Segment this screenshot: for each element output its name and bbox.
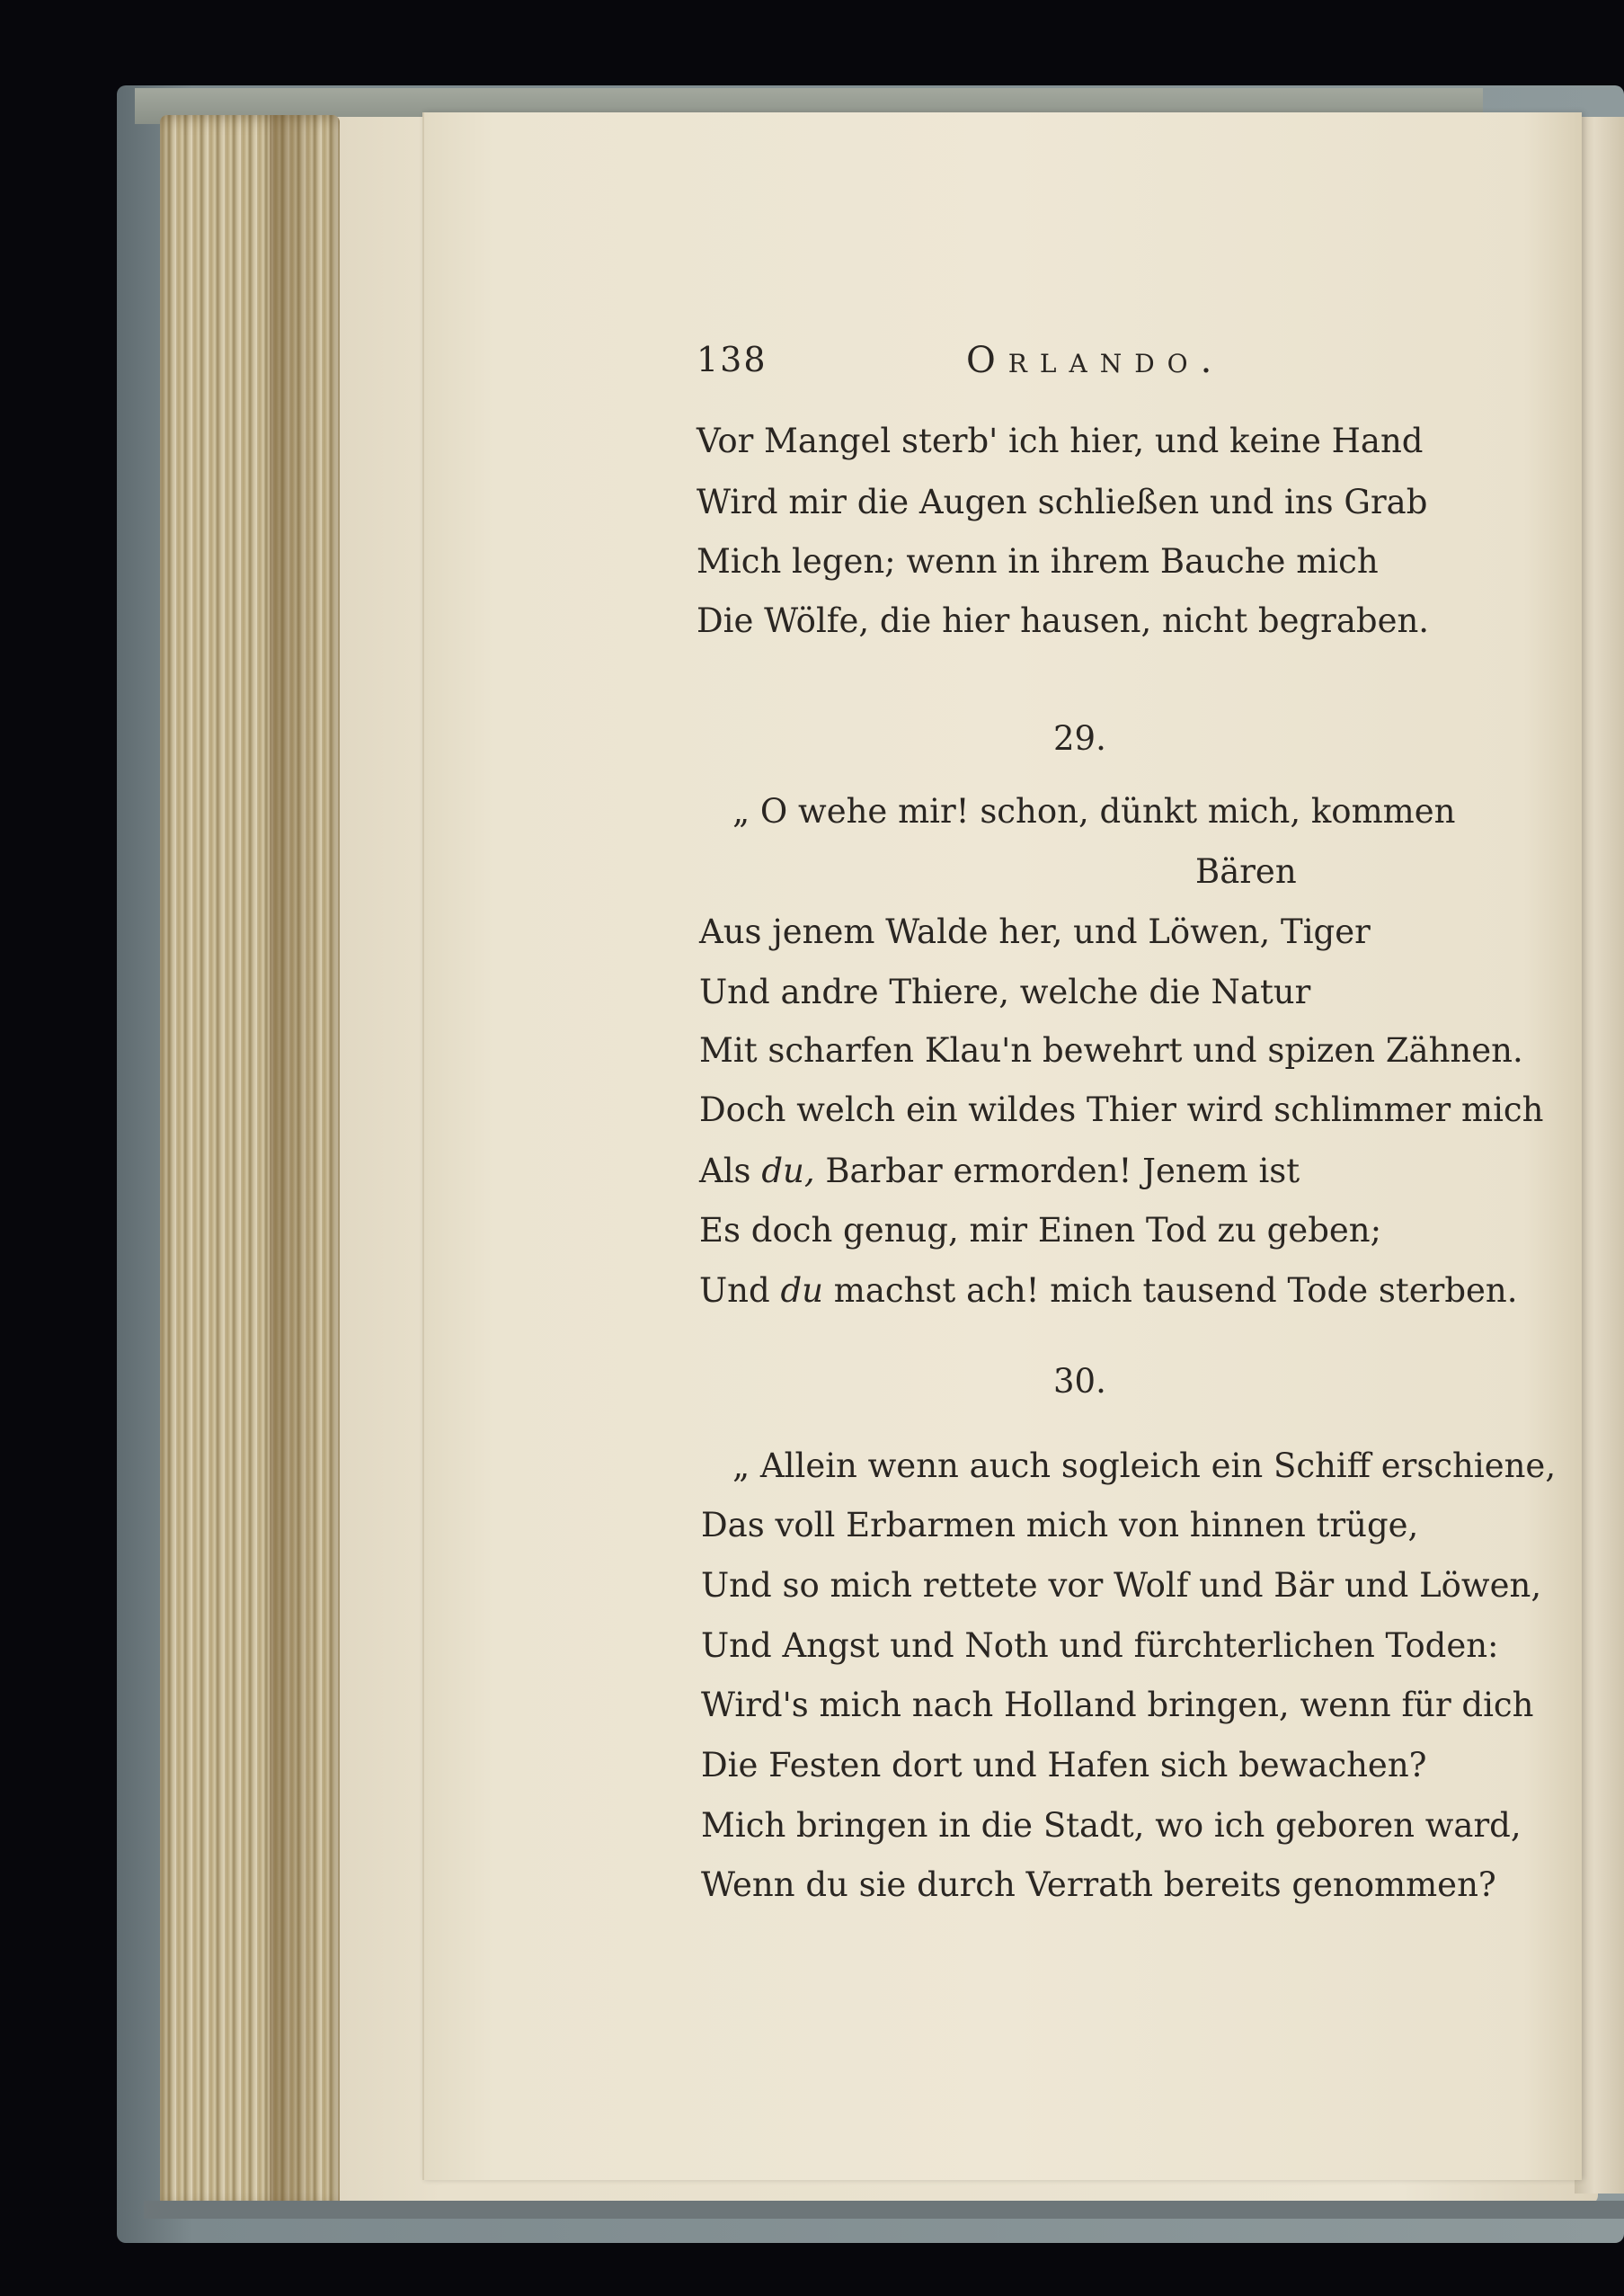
verse-line: Und so mich rettete vor Wolf und Bär und Löwen, (701, 1566, 1542, 1605)
verse-line: Die Festen dort und Hafen sich bewachen? (701, 1746, 1427, 1784)
verse-line: Wenn du sie durch Verrath bereits genommen? (701, 1865, 1496, 1904)
verse-text: Und (699, 1271, 770, 1310)
page-number: 138 (697, 340, 768, 379)
verse-line: Mit scharfen Klau'n bewehrt und spizen Zähnen. (699, 1031, 1523, 1070)
verse-line: Vor Mangel sterb' ich hier, und keine Hand (697, 422, 1424, 460)
verse-emphasis: du, (761, 1152, 815, 1190)
verse-line: Das voll Erbarmen mich von hinnen trüge, (701, 1506, 1419, 1544)
verse-line: Aus jenem Walde her, und Löwen, Tiger (699, 912, 1371, 951)
verse-line: „ Allein wenn auch sogleich ein Schiff erschiene, (732, 1446, 1557, 1485)
running-title: Orlando. (966, 340, 1225, 381)
verse-text: Barbar ermorden! Jenem ist (825, 1152, 1300, 1190)
verse-line (699, 1154, 1300, 1188)
verse-line (699, 1271, 1518, 1310)
verse-line-continuation: Bären (1195, 852, 1297, 891)
verse-text: machst ach! mich tausend Tode sterben. (833, 1271, 1518, 1310)
verse-line: Die Wölfe, die hier hausen, nicht begraben. (697, 601, 1430, 640)
verse-line: Und Angst und Noth und fürchterlichen Toden: (701, 1626, 1499, 1665)
verse-text: Als (699, 1152, 751, 1190)
verse-emphasis: du (780, 1271, 823, 1310)
verse-line: Wird's mich nach Holland bringen, wenn für dich (701, 1686, 1534, 1724)
verse-line: Und andre Thiere, welche die Natur (699, 973, 1311, 1011)
stanza-number: 30. (1053, 1362, 1106, 1401)
verse-line: Doch welch ein wildes Thier wird schlimmer mich (699, 1090, 1544, 1129)
verse-line: Es doch genug, mir Einen Tod zu geben; (699, 1211, 1382, 1250)
verse-line: Mich bringen in die Stadt, wo ich geboren ward, (701, 1806, 1522, 1845)
verse-line: Wird mir die Augen schließen und ins Grab (697, 483, 1428, 521)
verse-line: „ O wehe mir! schon, dünkt mich, kommen (732, 792, 1456, 831)
verse-line: Mich legen; wenn in ihrem Bauche mich (697, 542, 1379, 581)
stanza-number: 29. (1053, 719, 1106, 758)
